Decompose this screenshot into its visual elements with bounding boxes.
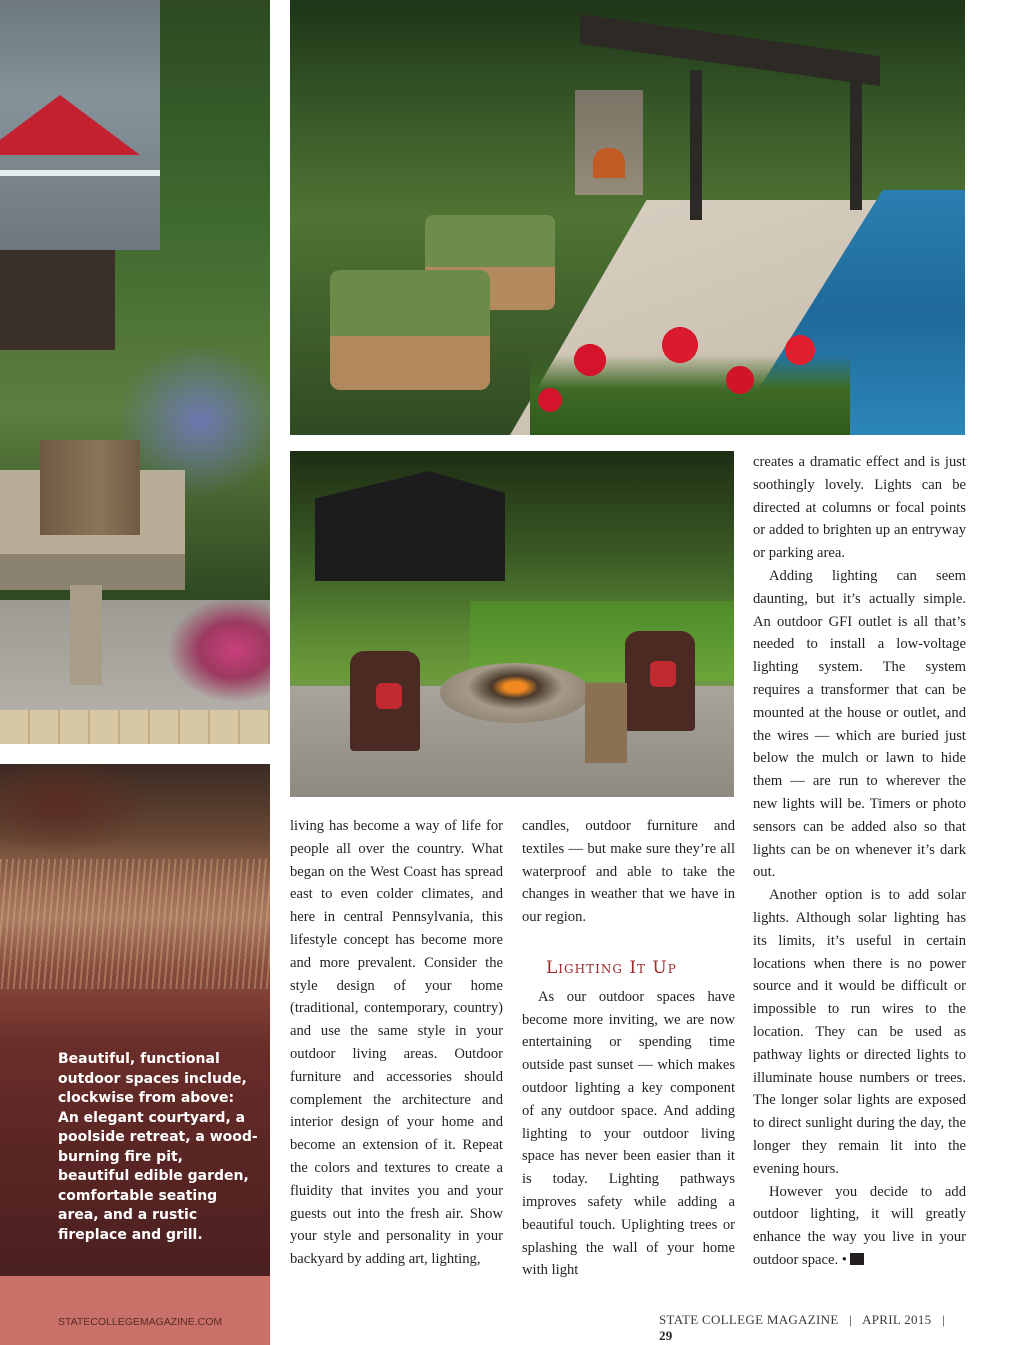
- lounge-chair: [330, 270, 490, 390]
- folio-separator: |: [942, 1312, 945, 1327]
- deck-railing: [0, 250, 115, 350]
- fire-pit: [440, 663, 590, 723]
- photo-caption: Beautiful, functional outdoor spaces include, clockwise from above: An elegant courtyard, a poolside retreat, a wood-burning fire pit, beautiful edible garden, comfortable seating area, and a rustic fireplace and grill.: [58, 1051, 258, 1243]
- section-subhead: Lighting It Up: [546, 957, 677, 978]
- pergola-post: [690, 70, 702, 220]
- red-pillow: [376, 683, 402, 709]
- red-pillow: [650, 661, 676, 687]
- article-paragraph: Another option is to add solar lights. Although solar lighting has its limits, it’s useful in certain locations when there is no power source and it would be difficult or impossible to run wires to the location. They can be used as pathway lights or directed lights to illuminate house numbers or trees. The longer solar lights are exposed to direct sunlight during the day, the longer they remain lit into the evening hours.: [753, 887, 966, 1177]
- red-umbrella: [0, 95, 140, 155]
- pergola: [580, 14, 880, 86]
- end-mark-icon: [850, 1253, 864, 1265]
- poolside-photo: [290, 0, 965, 435]
- article-paragraph: Adding lighting can seem daunting, but it’s actually simple. An outdoor GFI outlet is all that’s needed to install a low-voltage lighting system. The system requires a transformer that can be mounted at the house or outlet, and the wires — which are buried just below the mulch or lawn to hide them — are run to wherever the new lights will be. Timers or photo sensors can be added also so that lights can be on whenever it’s dark out.: [753, 567, 966, 881]
- red-geraniums: [530, 320, 850, 435]
- article-column-1: [290, 815, 503, 1271]
- page-number: 29: [659, 1328, 673, 1343]
- folio: [659, 1312, 965, 1344]
- article-paragraph: As our outdoor spaces have become more inviting, we are now entertaining or spending time outside past sunset — which makes outdoor lighting a key component of any outdoor space. And adding lighting to your outdoor living space has never been easier than it is today. Lighting pathways improves safety while adding a beautiful touch. Uplighting trees or splashing the wall of your home with light: [522, 988, 735, 1279]
- autumn-garden-photo: [0, 764, 270, 1276]
- article-column-2: [522, 815, 735, 1282]
- ornamental-grass: [0, 859, 270, 989]
- article-paragraph: creates a dramatic effect and is just soothingly lovely. Lights can be directed at columns or focal points or added to brighten up an entryway or parking area.: [753, 454, 966, 562]
- garden-planter-photo: [0, 0, 270, 744]
- website-url: STATECOLLEGEMAGAZINE.COM: [58, 1316, 223, 1328]
- issue-date: APRIL 2015: [862, 1312, 932, 1327]
- article-column-3: [753, 451, 966, 1272]
- brick-pavers: [0, 710, 270, 744]
- folio-separator: |: [849, 1312, 853, 1327]
- dark-house: [315, 471, 505, 581]
- article-paragraph: [753, 1181, 966, 1272]
- grass-planter: [40, 440, 140, 535]
- article-paragraph: living has become a way of life for people all over the country. What began on the West Coast has spread east to even colder climates, and here in central Pennsylvania, this lifestyle concept has become more and more prevalent. Consider the style design of your home (traditional, contemporary, country) and use the same style in your outdoor living areas. Outdoor furniture and accessories should complement the architecture and interior design of your home and become an extension of it. Repeat the colors and textures to create a fluidity that invites you and your guests out into the fresh air. Show your style and personality in your backyard by adding art, lighting,: [290, 818, 503, 1268]
- stone-fireplace: [575, 90, 643, 195]
- pergola-post: [850, 80, 862, 210]
- firepit-photo: [290, 451, 734, 797]
- footer-bar: [0, 1276, 270, 1345]
- closing-sentence: However you decide to add outdoor lighting, it will greatly enhance the way you live in your outdoor space. •: [753, 1183, 966, 1268]
- bench-leg: [70, 585, 102, 685]
- magazine-name: STATE COLLEGE MAGAZINE: [659, 1312, 839, 1327]
- article-paragraph: candles, outdoor furniture and textiles — but make sure they’re all waterproof and able to take the changes in weather that we have in our region.: [522, 818, 735, 926]
- side-table: [585, 683, 627, 763]
